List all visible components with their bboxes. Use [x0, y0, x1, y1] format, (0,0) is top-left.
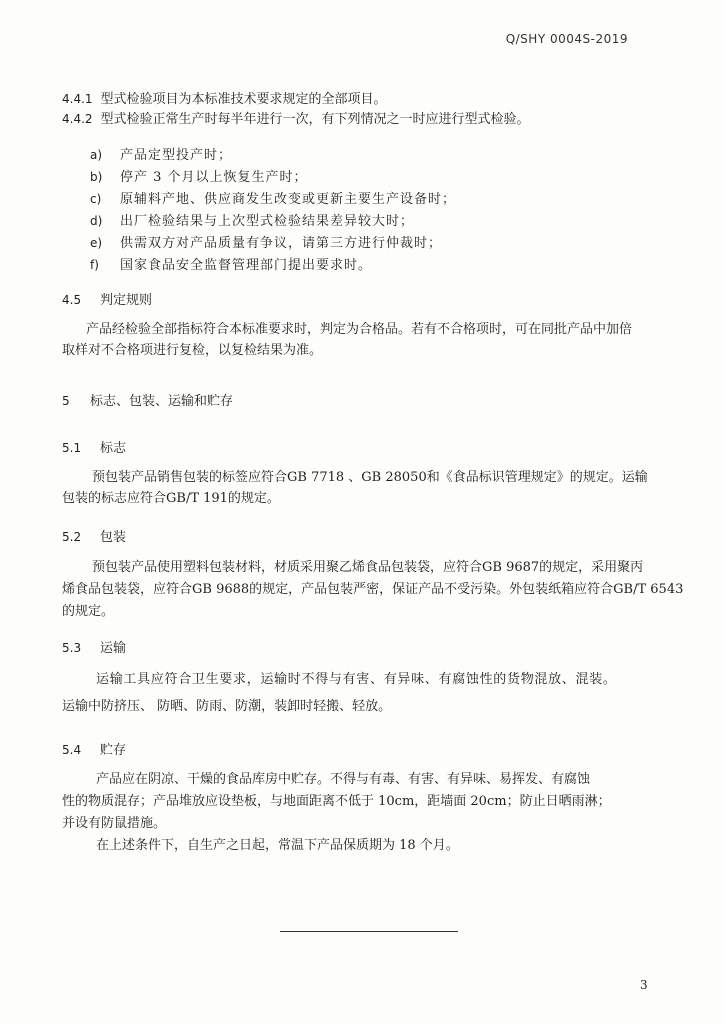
- list-item: b) 停产 3 个月以上恢复生产时；: [90, 170, 308, 185]
- clause-text: 型式检验正常生产时每半年进行一次，有下列情况之一时应进行型式检验。: [100, 112, 530, 127]
- section-heading-4-5: 4.5 判定规则: [62, 293, 153, 308]
- list-item: e) 供需双方对产品质量有争议，请第三方进行仲裁时；: [90, 236, 443, 251]
- paragraph-line: 并设有防鼠措施。: [62, 816, 167, 831]
- section-heading-5-1: 5.1 标志: [62, 441, 127, 456]
- clause-number: 4.4.2: [62, 112, 93, 126]
- paragraph-line: 产品应在阴凉、干燥的食品库房中贮存。不得与有毒、有害、有异味、易挥发、有腐蚀: [96, 772, 591, 787]
- document-code: Q/SHY 0004S-2019: [505, 32, 628, 46]
- list-item: c) 原辅料产地、供应商发生改变或更新主要生产设备时；: [90, 192, 457, 207]
- paragraph-line: 取样对不合格项进行复检，以复检结果为准。: [62, 343, 323, 358]
- paragraph-line: 性的物质混存；产品堆放应设垫板，与地面距离不低于 10cm，距墙面 20cm；防止日晒雨淋；: [62, 794, 611, 809]
- section-heading-5-2: 5.2 包装: [62, 530, 127, 545]
- clause-text: 型式检验项目为本标准技术要求规定的全部项目。: [100, 92, 387, 107]
- paragraph-line: 预包装产品使用塑料包装材料，材质采用聚乙烯食品包装袋，应符合GB 9687的规定，采用聚丙: [92, 560, 644, 575]
- list-item: a) 产品定型投产时；: [90, 148, 233, 163]
- chapter-heading-5: 5 标志、包装、运输和贮存: [62, 394, 234, 409]
- clause-number: 4.4.1: [62, 92, 93, 106]
- paragraph-line: 的规定。: [62, 604, 115, 619]
- paragraph-line: 运输中防挤压、 防晒、防雨、防潮，装卸时轻搬、轻放。: [62, 699, 392, 714]
- paragraph-line: 在上述条件下，自生产之日起，常温下产品保质期为 18 个月。: [96, 838, 459, 853]
- end-divider: [280, 931, 458, 932]
- section-heading-5-4: 5.4 贮存: [62, 743, 127, 758]
- list-item: d) 出厂检验结果与上次型式检验结果差异较大时；: [90, 214, 415, 229]
- clause-4-4-1: [62, 90, 387, 109]
- paragraph-line: 运输工具应符合卫生要求，运输时不得与有害、有异味、有腐蚀性的货物混放、混装。: [96, 672, 617, 687]
- clause-4-4-2: [62, 110, 530, 129]
- paragraph-line: 烯食品包装袋，应符合GB 9688的规定，产品包装严密，保证产品不受污染。外包装纸箱应符合GB/T 6543: [62, 582, 684, 597]
- section-heading-5-3: 5.3 运输: [62, 641, 127, 656]
- paragraph-line: 产品经检验全部指标符合本标准要求时，判定为合格品。若有不合格项时，可在同批产品中加倍: [86, 322, 633, 337]
- paragraph-line: 预包装产品销售包装的标签应符合GB 7718 、GB 28050和《食品标识管理规定》的规定。运输: [92, 470, 648, 485]
- list-item: f) 国家食品安全监督管理部门提出要求时。: [90, 258, 373, 273]
- paragraph-line: 包装的标志应符合GB/T 191的规定。: [62, 491, 280, 506]
- page-number: 3: [640, 978, 648, 992]
